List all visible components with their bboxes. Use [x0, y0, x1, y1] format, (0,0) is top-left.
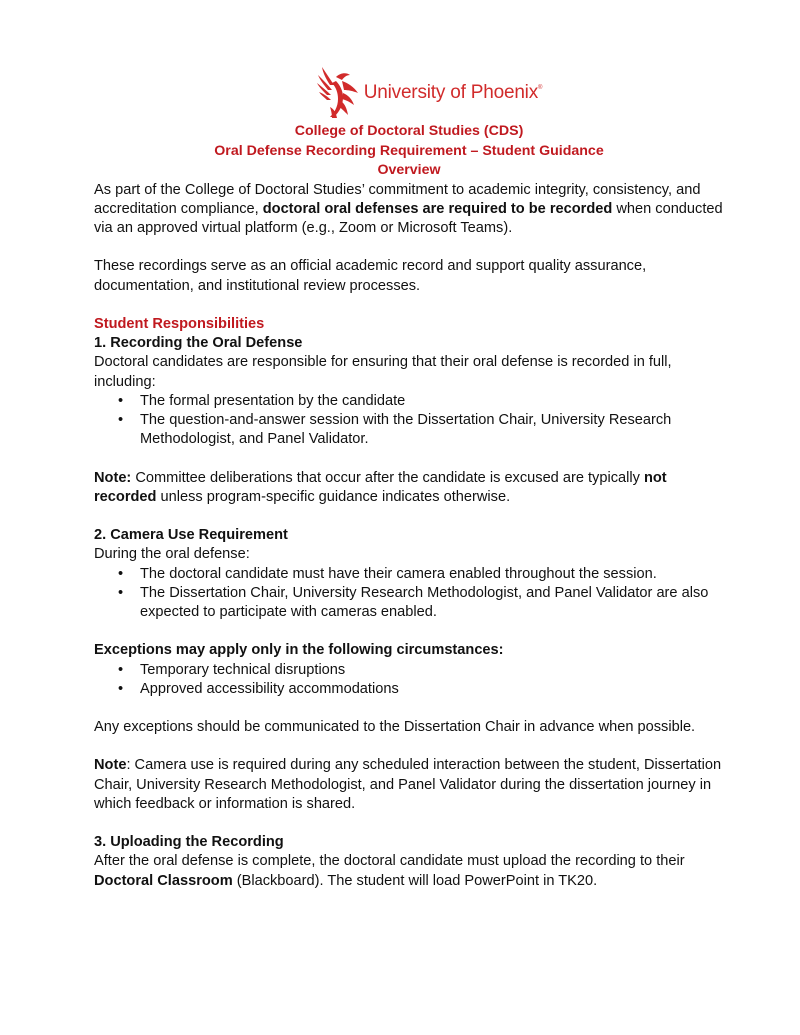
phoenix-bird-icon	[316, 63, 360, 119]
document-title: Oral Defense Recording Requirement – Student Guidance	[214, 142, 604, 159]
exceptions-list	[94, 661, 724, 699]
list-item: • Temporary technical disruptions	[118, 661, 346, 678]
list-item: • The doctoral candidate must have their camera enabled throughout the session.	[118, 565, 657, 582]
section-1-note: Note: Committee deliberations that occur after the candidate is excused are typically not recorded unless program-specific guidance indicates otherwise.	[94, 469, 667, 505]
section-2-heading: 2. Camera Use Requirement	[94, 527, 288, 544]
list-item: • Approved accessibility accommodations	[118, 680, 399, 697]
university-logo	[134, 60, 724, 122]
student-responsibilities-heading: Student Responsibilities	[94, 315, 265, 332]
list-item: • The question-and-answer session with the Dissertation Chair, University Research Methodologist, and Panel Validator.	[118, 411, 672, 448]
overview-heading: Overview	[377, 162, 441, 178]
exceptions-heading: Exceptions may apply only in the following circumstances:	[94, 642, 504, 659]
section-3-text: After the oral defense is complete, the doctoral candidate must upload the recording to their Doctoral Classroom (Blackboard). The student will load PowerPoint in TK20.	[94, 853, 685, 889]
section-3-heading: 3. Uploading the Recording	[94, 834, 284, 851]
exceptions-text: Any exceptions should be communicated to the Dissertation Chair in advance when possible.	[94, 719, 696, 736]
intro-paragraph-2: These recordings serve as an official academic record and support quality assurance, documentation, and institutional review processes.	[94, 258, 647, 294]
intro-paragraph: As part of the College of Doctoral Studies’ commitment to academic integrity, consistency, and accreditation compliance, doctoral oral defenses are required to be recorded when conducted via an approved virtual platform (e.g., Zoom or Microsoft Teams).	[94, 181, 723, 236]
document-page	[94, 60, 724, 891]
list-item: • The Dissertation Chair, University Research Methodologist, and Panel Validator are also expected to participate with cameras enabled.	[118, 584, 709, 620]
section-2-text: During the oral defense:	[94, 546, 250, 563]
section-1-heading: 1. Recording the Oral Defense	[94, 335, 303, 352]
college-heading: College of Doctoral Studies (CDS)	[294, 123, 524, 139]
brand-name: University of Phoenix®	[363, 82, 543, 104]
section-1-text: Doctoral candidates are responsible for ensuring that their oral defense is recorded in full, including:	[94, 354, 672, 390]
section-2-list	[94, 565, 724, 623]
section-1-list	[94, 392, 724, 450]
section-2-note: Note: Camera use is required during any scheduled interaction between the student, Dissertation Chair, University Research Methodologist, and Panel Validator during the dissertation journey in which feedback or information is shared.	[94, 757, 722, 812]
list-item: • The formal presentation by the candidate	[118, 392, 406, 409]
